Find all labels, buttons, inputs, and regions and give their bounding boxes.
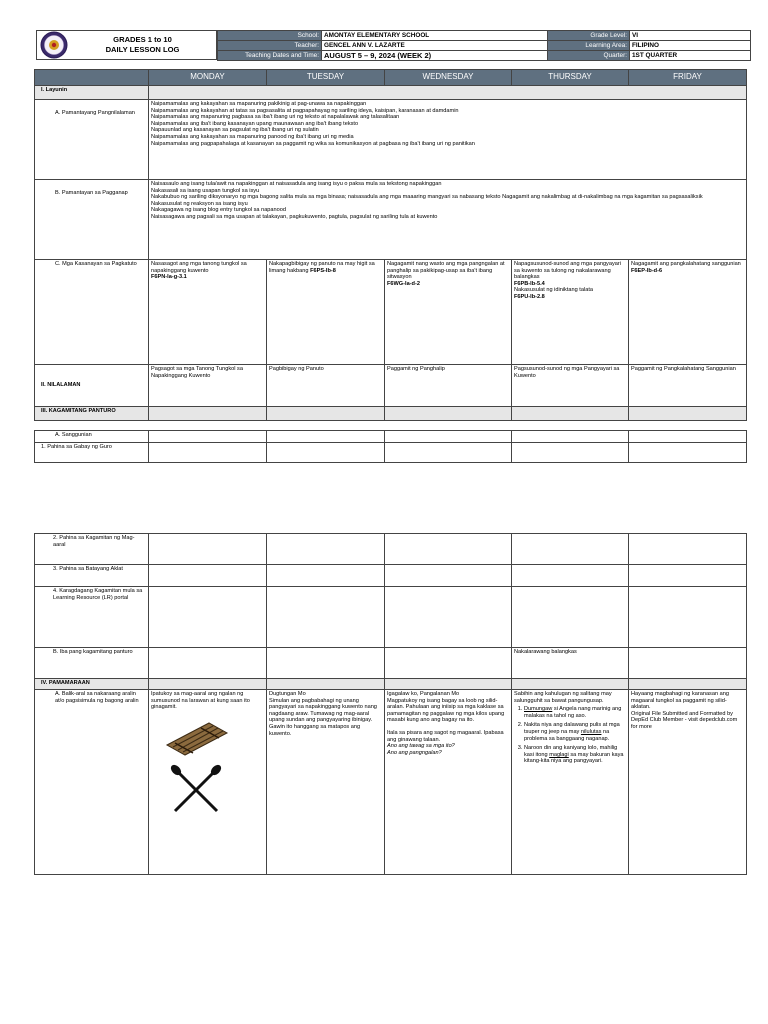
kasanayan-friday: Nagagamit ang pangkalahatang sanggunian F6EP-Ib-d-6 [629,260,747,365]
teaching-dates-label: Teaching Dates and Time: [218,51,322,61]
lesson-log-table-page2 [34,533,747,875]
section-nilalaman: II. NILALAMAN [35,365,149,407]
quarter-value: 1ST QUARTER [630,51,751,61]
day-header-thursday: THURSDAY [512,70,629,86]
row-label-pamantayang-pangnilalaman: A. Pamantayang Pangnilalaman [35,100,149,180]
section-pamamaraan: IV. PAMAMARAAN [35,679,149,690]
kasanayan-tuesday: Nakapagbibigay ng panuto na may higit sa limang hakbang F6PS-Ib-8 [267,260,385,365]
learning-area-value: FILIPINO [630,41,751,51]
teaching-dates-value: AUGUST 5 – 9, 2024 (WEEK 2) [322,51,548,61]
lesson-log-table-page1 [34,69,747,421]
teacher-label: Teacher: [218,41,322,51]
kasanayan-monday: Nasasagot ang mga tanong tungkol sa napakinggang kuwento F6PN-Ia-g-3.1 [149,260,267,365]
balik-aral-tuesday: Dugtungan Mo Simulan ang pagbabahagi ng unang pangyayari sa napakinggang kuwento nang nagdaang araw. Tumawag ng mag-aaral upang sundan ang pangyayaring ibinigay. Gawin ito hanggang sa matapos ang kuwento. [267,690,385,875]
teacher-value: GENCEL ANN V. LAZARTE [322,41,548,51]
balik-aral-friday: Hayaang magbahagi ng karanasan ang magaaral tungkol sa paggamit ng silid-aklatan. Original File Submitted and Formatted by DepEd Club Member - visit depedclub.com for more [629,690,747,875]
pamantayan-sa-pagganap-text: Naisasaulo ang isang tula/awit na napakinggan at naisasadula ang isang isyu o paksa mula sa tekstong napakinggan Nakasasali sa isang usapan tungkol sa isyu Nakabubuo ng sariling diksyonaryo ng mga bagong salita mula sa mga binasa; naisasadula ang mga maaaring mangyari sa nabasang teksto Nagagamit ang nakalimbag at di-nakalimbag na mga kagamitan sa pagsasaliksik Nakasusulat ng reaksyon sa isang isyu Nakagagawa ng isang blog entry tungkol sa napanood Naisasagawa ang pagsali sa mga usapan at talakayan, pagkukuwento, pagtula, pagsulat ng sariling tula at kuwento [149,180,747,260]
balik-aral-wednesday: Igagalaw ko, Pangalanan Mo Magpatukoy ng isang bagay sa loob ng silid-aralan. Pahulaan ang iniisip sa mga kaklase sa pamamagitan ng paggalaw ng mga kilos upang masabi kung ano ang bagay na ito. Itala sa pisara ang sagot ng magaaral. Ipabasa ang ginawang talaan. Ano ang tawag sa mga ito? Ano ang pangngalan? [385,690,512,875]
section-layunin: I. Layunin [35,86,149,100]
day-header-tuesday: TUESDAY [267,70,385,86]
form-title-line2: DAILY LESSON LOG [105,45,180,54]
pamantayang-pangnilalaman-text: Naipamamalas ang kakayahan sa mapanuring pakikinig at pag-unawa sa napakinggan Naipamamalas ang kakayahan at tatas sa pagsasalita at pagpapahayag ng sariling ideya, kaisipan, karanasan at damdamin Naipamamalas ang mapanuring pagbasa sa iba't ibang uri ng teksto at napalalawak ang talasalitaan Naipamamalas ang iba't ibang kasanayan upang maunawaan ang iba't ibang teksto Napauunlad ang kasanayan sa pagsulat ng iba't ibang uri ng sulatin Naipamamalas ang kakayahan sa mapanuring panood ng iba't ibang uri ng media Naipamamalas ang pagpapahalaga at kasanayan sa paggamit ng wika sa komunikasyon at pagbasa ng iba't ibang uri ng panitikan [149,100,747,180]
crossed-oars-image [169,763,264,820]
day-header-wednesday: WEDNESDAY [385,70,512,86]
section-kagamitang-panturo: III. KAGAMITANG PANTURO [35,407,149,421]
row-label-balik-aral: A. Balik-aral sa nakaraang aralin at/o pagsisimula ng bagong aralin [35,690,149,875]
lesson-log-table-page1-refs [34,430,747,463]
nilalaman-wednesday: Paggamit ng Panghalip [385,365,512,407]
day-header-friday: FRIDAY [629,70,747,86]
row-label-batayang-aklat: 3. Pahina sa Batayang Aklat [35,565,149,587]
grade-level-value: VI [630,31,751,41]
iba-pang-thursday: Nakalarawang balangkas [512,648,629,679]
thursday-item-2: 2. Nakita niya ang dalawang pulis at mga tsuper ng jeep na may nilulutas na problema sa banggaang naganap. [524,722,626,742]
school-label: School: [218,31,322,41]
header-info-table [217,30,751,61]
row-label-pahina-gabay-guro: 1. Pahina sa Gabay ng Guro [35,443,149,463]
corner-cell [35,70,149,86]
row-label-sanggunian: A. Sanggunian [35,431,149,443]
kasanayan-wednesday: Nagagamit nang wasto ang mga pangngalan at panghalip sa pakikipag-usap sa iba't ibang sitwasyon F6WG-Ia-d-2 [385,260,512,365]
thursday-item-1: 1. Dumungaw si Angela nang marinig ang malakas na tahol ng aso. [524,706,626,719]
learning-area-label: Learning Area: [548,41,630,51]
nilalaman-friday: Paggamit ng Pangkalahatang Sanggunian [629,365,747,407]
nilalaman-tuesday: Pagbibigay ng Panuto [267,365,385,407]
balik-aral-thursday: Sabihin ang kahulugan ng salitang may salungguhit sa bawat pangungusap. 1. Dumungaw si Angela nang marinig ang malakas na tahol ng aso. 2. Nakita niya ang dalawang pulis at mga tsuper ng jeep na may nilulutas na problema sa banggaang naganap. 3. Naroon din ang kaniyang lolo, mahilig kasi itong maglagi sa may bakuran kaya kitang-kita niya ang pangyayari. [512,690,629,875]
row-label-pamantayan-sa-pagganap: B. Pamantayan sa Pagganap [35,180,149,260]
form-title-line1: GRADES 1 to 10 [113,35,172,44]
school-value: AMONTAY ELEMENTARY SCHOOL [322,31,548,41]
thursday-item-3: 3. Naroon din ang kaniyang lolo, mahilig kasi itong maglagi sa may bakuran kaya kitang-kita niya ang pangyayari. [524,745,626,765]
balik-aral-monday: Ipatukoy sa mag-aaral ang ngalan ng sumusunod na larawan at kung saan ito ginagamit. [149,690,267,875]
kasanayan-thursday: Napagsusunod-sunod ang mga pangyayari sa kuwento sa tulong ng nakalarawang balangkas F6PB-Ib-5.4 Nakasusulat ng idiniktang talata F6PU-Ib-2.8 [512,260,629,365]
grade-level-label: Grade Level: [548,31,630,41]
row-label-karagdagang-kagamitan: 4. Karagdagang Kagamitan mula sa Learning Resource (LR) portal [35,587,149,648]
day-header-monday: MONDAY [149,70,267,86]
quarter-label: Quarter: [548,51,630,61]
nilalaman-thursday: Pagsusunod-sunod ng mga Pangyayari sa Kuwento [512,365,629,407]
row-label-iba-pang-kagamitan: B. Iba pang kagamitang panturo [35,648,149,679]
title-box [36,30,217,60]
raft-image [163,717,264,760]
nilalaman-monday: Pagsagot sa mga Tanong Tungkol sa Napakinggang Kuwento [149,365,267,407]
row-label-mga-kasanayan: C. Mga Kasanayan sa Pagkatuto [35,260,149,365]
row-label-pahina-kagamitan-mag-aaral: 2. Pahina sa Kagamitan ng Mag-aaral [35,534,149,565]
